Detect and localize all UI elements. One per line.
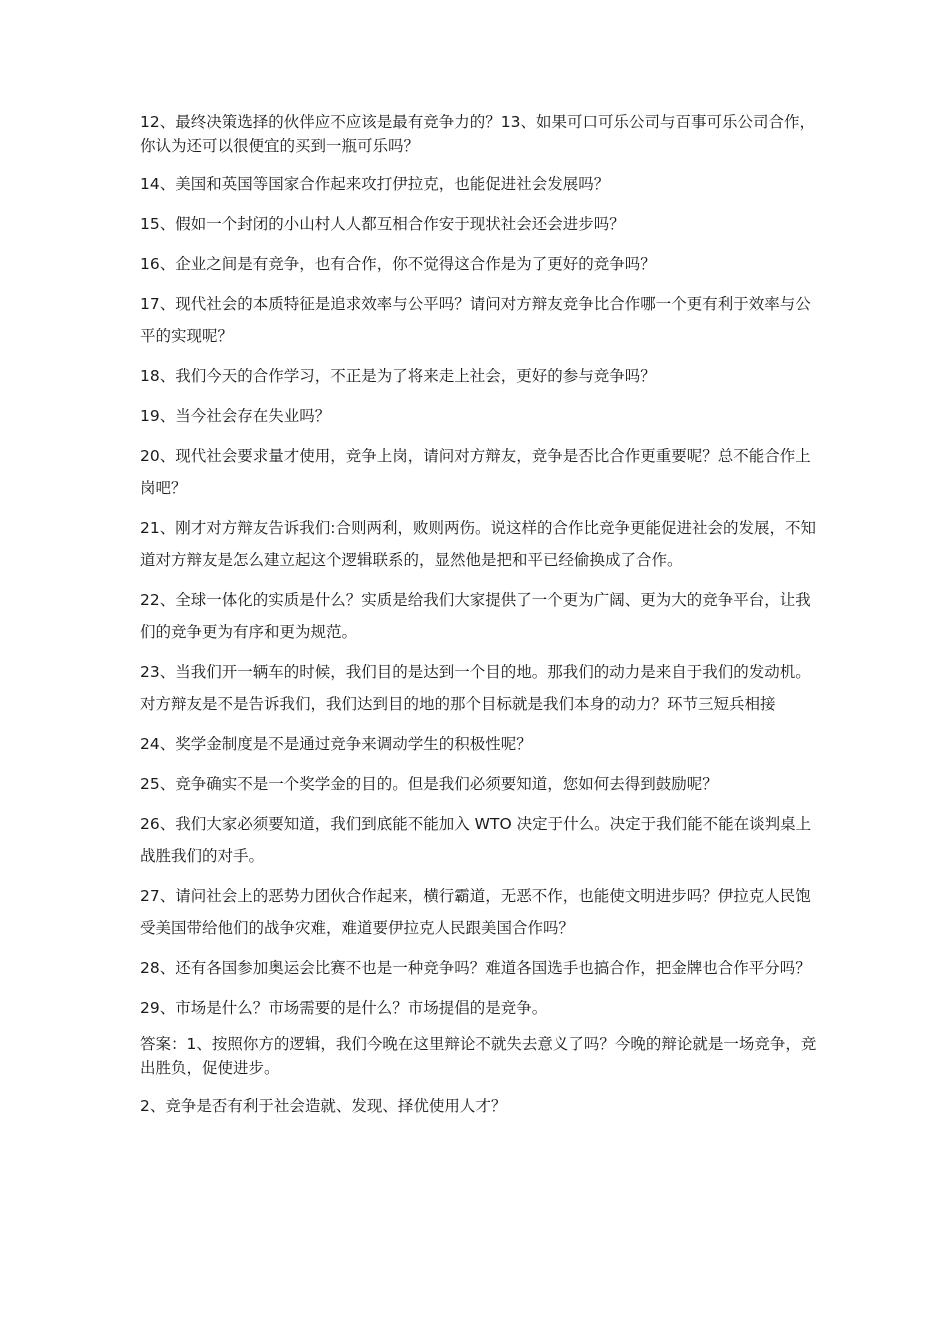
paragraph-22: 22、全球一体化的实质是什么？实质是给我们大家提供了一个更为广阔、更为大的竞争平台，让我们的竞争更为有序和更为规范。	[140, 591, 811, 641]
paragraph-25: 25、竞争确实不是一个奖学金的目的。但是我们必须要知道，您如何去得到鼓励呢？	[140, 775, 718, 793]
paragraph-26: 26、我们大家必须要知道，我们到底能不能加入 WTO 决定于什么。决定于我们能不能在谈判桌上战胜我们的对手。	[140, 815, 812, 865]
answer-paragraph-2: 2、竞争是否有利于社会造就、发现、择优使用人才？	[140, 1097, 507, 1115]
paragraph-27: 27、请问社会上的恶势力团伙合作起来，横行霸道，无恶不作，也能使文明进步吗？伊拉克人民饱受美国带给他们的战争灾难，难道要伊拉克人民跟美国合作吗？	[140, 887, 811, 937]
paragraph-24: 24、奖学金制度是不是通过竞争来调动学生的积极性呢？	[140, 735, 532, 753]
paragraph-18: 18、我们今天的合作学习，不正是为了将来走上社会，更好的参与竞争吗？	[140, 367, 656, 385]
paragraph-14: 14、美国和英国等国家合作起来攻打伊拉克，也能促进社会发展吗？	[140, 175, 610, 193]
paragraph-23: 23、当我们开一辆车的时候，我们目的是达到一个目的地。那我们的动力是来自于我们的发动机。对方辩友是不是告诉我们，我们达到目的地的那个目标就是我们本身的动力？环节三短兵相接	[140, 663, 811, 713]
answer-paragraph-1: 答案：1、按照你方的逻辑，我们今晚在这里辩论不就失去意义了吗？今晚的辩论就是一场竞争，竞出胜负，促使进步。	[140, 1035, 817, 1077]
document-body	[140, 110, 820, 1130]
paragraph-28: 28、还有各国参加奥运会比赛不也是一种竞争吗？难道各国选手也搞合作，把金牌也合作平分吗？	[140, 959, 811, 977]
paragraph-29: 29、市场是什么？市场需要的是什么？市场提倡的是竞争。	[140, 999, 548, 1017]
paragraph-12: 12、最终决策选择的伙伴应不应该是最有竞争力的？13、如果可口可乐公司与百事可乐公司合作，你认为还可以很便宜的买到一瓶可乐吗？	[140, 113, 815, 155]
paragraph-20: 20、现代社会要求量才使用，竞争上岗，请问对方辩友，竞争是否比合作更重要呢？总不能合作上岗吧？	[140, 447, 811, 497]
paragraph-19: 19、当今社会存在失业吗？	[140, 407, 331, 425]
paragraph-15: 15、假如一个封闭的小山村人人都互相合作安于现状社会还会进步吗？	[140, 215, 625, 233]
paragraph-16: 16、企业之间是有竞争，也有合作，你不觉得这合作是为了更好的竞争吗？	[140, 255, 656, 273]
paragraph-21: 21、刚才对方辩友告诉我们:合则两利，败则两伤。说这样的合作比竞争更能促进社会的发展，不知道对方辩友是怎么建立起这个逻辑联系的，显然他是把和平已经偷换成了合作。	[140, 519, 816, 569]
paragraph-17: 17、现代社会的本质特征是追求效率与公平吗？请问对方辩友竞争比合作哪一个更有利于效率与公平的实现呢？	[140, 295, 811, 345]
